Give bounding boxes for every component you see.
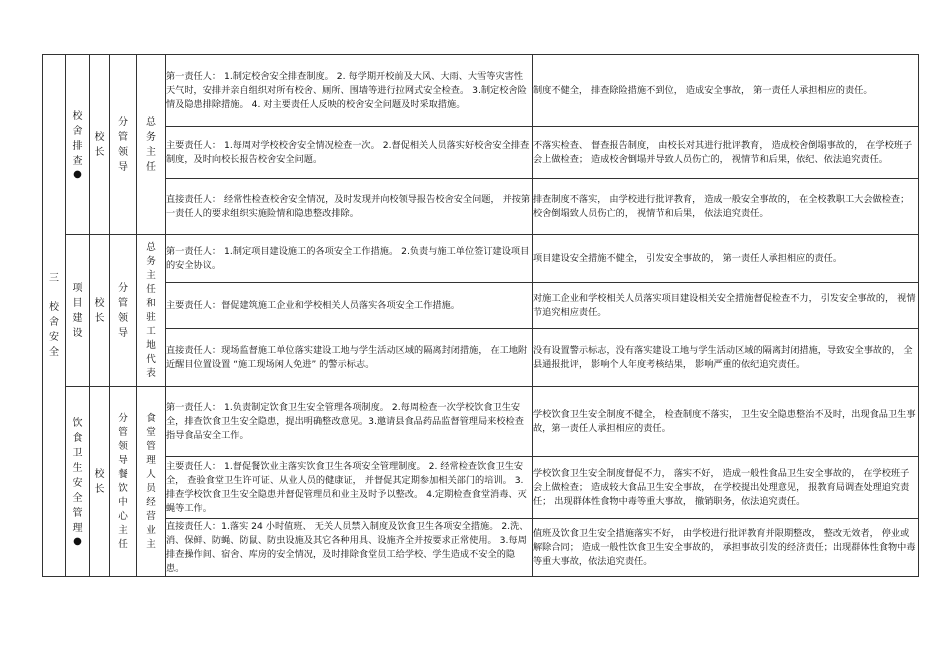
- safety-responsibility-table: [42, 54, 919, 577]
- item-cell: [66, 235, 90, 387]
- responsibility-cell: 第一责任人： 1.制定项目建设施工的各项安全工作措施。 2.负责与施工单位签订建设项目的安全协议。: [166, 235, 533, 283]
- consequence-cell: 排查制度不落实， 由学校进行批评教育， 造成一般安全事故的， 在全校教职工大会做检查； 校舍倒塌致人员伤亡的， 视情节和后果， 依法追究责任。: [533, 179, 919, 235]
- manage-cell: [110, 55, 137, 235]
- consequence-cell: 项目建设安全措施不健全， 引发安全事故的， 第一责任人承担相应的责任。: [533, 235, 919, 283]
- leader-label: 校长: [94, 131, 105, 158]
- table-row: [43, 457, 919, 519]
- section-title: 校舍安全: [49, 302, 59, 358]
- table-row: [43, 519, 919, 577]
- manage-cell: [110, 387, 137, 577]
- item-label: 项目建设: [72, 282, 83, 339]
- leader-cell: [90, 235, 110, 387]
- direct-label: 食堂管理人员 经营业主: [146, 412, 156, 550]
- consequence-cell: 制度不健全， 排查除险措施不到位， 造成安全事故， 第一责任人承担相应的责任。: [533, 55, 919, 127]
- consequence-cell: 不落实检查、 督查报告制度， 由校长对其进行批评教育， 造成校舍倒塌事故的， 在学校班子会上做检查； 造成校舍倒塌并导致人员伤亡的， 视情节和后果，依纪、依法追究责任。: [533, 127, 919, 179]
- consequence-cell: 值班及饮食卫生安全措施落实不好， 由学校进行批评教育并限期整改， 整改无效者， 停业或解除合同； 造成一般性饮食卫生安全事故的， 承担事故引发的经济责任；出现群体性食物中毒等重大事故，依法追究责任。: [533, 519, 919, 577]
- direct-cell: [137, 55, 166, 235]
- item-cell: [66, 55, 90, 235]
- responsibility-cell: 主要责任人： 1.每周对学校校舍安全情况检查一次。 2.督促相关人员落实好校舍安全排查制度，及时向校长报告校舍安全问题。: [166, 127, 533, 179]
- responsibility-cell: 第一责任人： 1.制定校舍安全排查制度。 2. 每学期开校前及大风、大雨、大雪等灾害性天气时，安排并亲自组织对所有校舍、厕所、围墙等进行拉网式安全检查。 3.制定校舍险情及隐患排除措施。 4. 对主要责任人反映的校舍安全问题及时采取措施。: [166, 55, 533, 127]
- table-row: [43, 387, 919, 457]
- manage-label: 分管领导: [118, 282, 128, 339]
- table-row: [43, 55, 919, 127]
- responsibility-cell: 主要责任人： 1.督促餐饮业主落实饮食卫生各项安全管理制度。 2. 经常检查饮食卫生安全， 查验食堂卫生许可证、从业人员的健康证， 并督促其定期参加相关部门的培训。 3.排查学校饮食卫生安全隐患并督促管理员和业主及时予以整改。 4.定期检查食堂消毒、灭蝇等工作。: [166, 457, 533, 519]
- item-cell: [66, 387, 90, 577]
- leader-cell: [90, 387, 110, 577]
- item-bullet: ●: [73, 168, 82, 180]
- manage-cell: [110, 235, 137, 387]
- responsibility-cell: 第一责任人： 1.负责制定饮食卫生安全管理各项制度。 2.每周检查一次学校饮食卫生安全，排查饮食卫生安全隐患，提出明确整改意见。3.邀请县食品药品监督管理局来校检查指导食品安全工作。: [166, 387, 533, 457]
- table-row: [43, 329, 919, 387]
- table-row: [43, 179, 919, 235]
- item-bullet: ●: [73, 535, 82, 547]
- table-row: [43, 283, 919, 329]
- table-row: [43, 127, 919, 179]
- consequence-cell: 没有设置警示标志，没有落实建设工地与学生活动区域的隔离封闭措施，导致安全事故的， 全县通报批评， 影响个人年度考核结果， 影响严重的依纪追究责任。: [533, 329, 919, 387]
- consequence-cell: 学校饮食卫生安全制度不健全， 检查制度不落实， 卫生安全隐患整治不及时，出现食品卫生事故，第一责任人承担相应的责任。: [533, 387, 919, 457]
- manage-label: 分管领导: [118, 116, 128, 173]
- section-number: 三: [49, 273, 59, 284]
- item-label: 饮食卫生安全管理: [72, 417, 83, 534]
- item-label: 校舍排查: [72, 110, 83, 167]
- direct-label: 总务主任和驻工地代表: [146, 241, 156, 379]
- consequence-cell: 学校饮食卫生安全制度督促不力， 落实不好， 造成一般性食品卫生安全事故的， 在学校班子会上做检查； 造成较大食品卫生安全事故， 在学校提出处理意见， 报教育局调查处理追究责任； 出现群体性食物中毒等重大事故， 撤销职务，依法追究责任。: [533, 457, 919, 519]
- leader-label: 校长: [94, 297, 105, 324]
- direct-label: 总务主任: [146, 116, 156, 173]
- responsibility-cell: 直接责任人：现场监督施工单位落实建设工地与学生活动区域的隔离封闭措施， 在工地附近醒目位置设置 “施工现场闲人免进” 的警示标志。: [166, 329, 533, 387]
- direct-cell: [137, 387, 166, 577]
- consequence-cell: 对施工企业和学校相关人员落实项目建设相关安全措施督促检查不力， 引发安全事故的， 视情节追究相应责任。: [533, 283, 919, 329]
- responsibility-cell: 直接责任人：1.落实 24 小时值班、 无关人员禁入制度及饮食卫生各项安全措施。 2.洗、消、保鲜、防蝇、防鼠、防虫设施及其它各种用具、设施齐全并按要求正常使用。 3.每周排查操作间、宿舍、库房的安全情况，及时排除食堂员工给学校、学生造成不安全的隐患。: [166, 519, 533, 577]
- leader-cell: [90, 55, 110, 235]
- direct-cell: [137, 235, 166, 387]
- leader-label: 校长: [94, 468, 105, 495]
- responsibility-cell: 主要责任人：督促建筑施工企业和学校相关人员落实各项安全工作措施。: [166, 283, 533, 329]
- responsibility-cell: 直接责任人： 经常性检查校舍安全情况，及时发现并向校领导报告校舍安全问题， 并按第一责任人的要求组织实施险情和隐患整改排除。: [166, 179, 533, 235]
- section-number-cell: [43, 55, 66, 577]
- table-row: [43, 235, 919, 283]
- manage-label: 分管领导 餐饮中心主任: [118, 412, 128, 550]
